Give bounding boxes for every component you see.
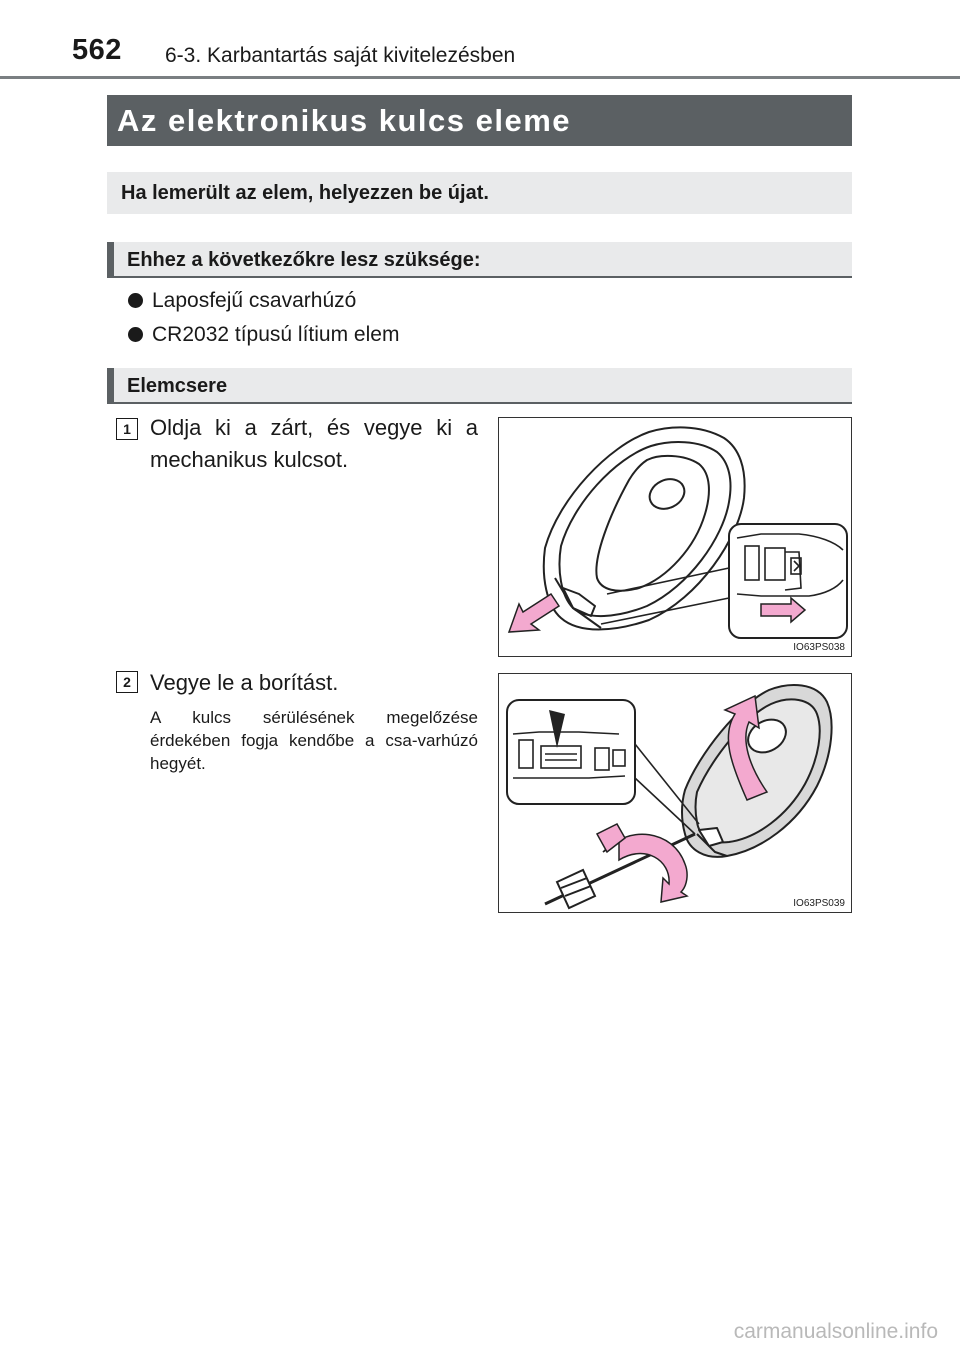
- step-number: 1: [116, 418, 138, 440]
- needs-item: [128, 323, 399, 347]
- bullet-icon: [128, 327, 143, 342]
- step-note: A kulcs sérülésének megelőzése érdekében fogja kendőbe a csa-varhúzó hegyét.: [150, 708, 478, 773]
- header-rule: [0, 76, 960, 79]
- figure-code: IO63PS039: [793, 898, 845, 909]
- intro-box: Ha lemerült az elem, helyezzen be újat.: [107, 172, 852, 214]
- replace-heading: Elemcsere: [107, 368, 852, 404]
- watermark: carmanualsonline.info: [733, 1320, 938, 1343]
- figure-remove-cover: [498, 673, 852, 913]
- step-text: Oldja ki a zárt, és vegye ki a mechanikus kulcsot.: [150, 415, 478, 472]
- step-number: 2: [116, 671, 138, 693]
- section-title: 6-3. Karbantartás saját kivitelezésben: [165, 44, 516, 67]
- bullet-icon: [128, 293, 143, 308]
- key-fob-illustration-2: [499, 674, 850, 911]
- needs-heading: Ehhez a következőkre lesz szüksége:: [107, 242, 852, 278]
- page-title: Az elektronikus kulcs eleme: [107, 95, 852, 146]
- key-fob-illustration-1: [499, 418, 850, 655]
- step-text: Vegye le a borítást.: [150, 670, 339, 695]
- figure-remove-key: [498, 417, 852, 657]
- needs-item-text: CR2032 típusú lítium elem: [152, 323, 400, 346]
- figure-code: IO63PS038: [793, 642, 845, 653]
- page-number: 562: [72, 34, 122, 66]
- needs-item-text: Laposfejű csavarhúzó: [152, 289, 357, 312]
- needs-item: [128, 289, 356, 313]
